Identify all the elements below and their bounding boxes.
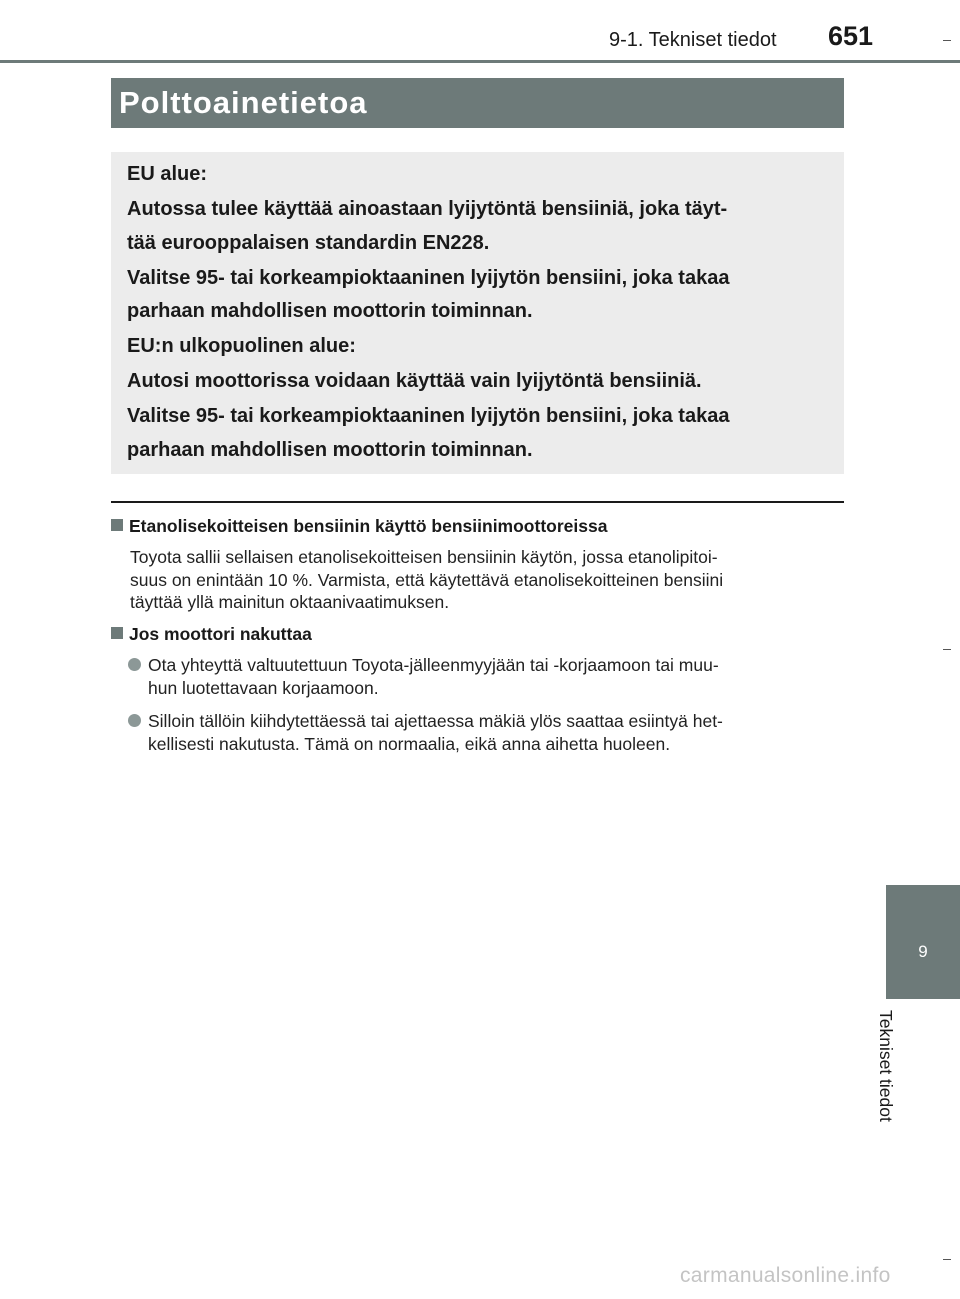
chapter-label xyxy=(876,1010,924,1140)
ethanol-heading-text: Etanolisekoitteisen bensiinin käyttö bensiinimoottoreissa xyxy=(129,516,608,536)
knock-heading-text: Jos moottori nakuttaa xyxy=(129,624,312,644)
eu-requirement-line-2: tää eurooppalaisen standardin EN228. xyxy=(127,231,490,254)
non-eu-recommendation-line-2: parhaan mahdollisen moottorin toiminnan. xyxy=(127,438,533,461)
eu-recommendation-line-1: Valitse 95- tai korkeampioktaaninen lyijytön bensiini, joka takaa xyxy=(127,266,730,289)
page-number: 651 xyxy=(828,21,874,51)
crop-mark-bottom-right xyxy=(943,1259,951,1260)
fuel-info-box xyxy=(111,152,844,474)
eu-region-heading: EU alue: xyxy=(127,163,208,185)
crop-mark-right-upper xyxy=(943,649,951,650)
knock-bullet-2-line-1: Silloin tällöin kiihdytettäessä tai ajettaessa mäkiä ylös saattaa esiintyä het- xyxy=(148,711,723,731)
chapter-number: 9 xyxy=(918,942,928,961)
non-eu-recommendation-line-1: Valitse 95- tai korkeampioktaaninen lyijytön bensiini, joka takaa xyxy=(127,405,730,427)
ethanol-line-1: Toyota sallii sellaisen etanolisekoitteisen bensiinin käytön, jossa etanolipitoi- xyxy=(130,547,718,567)
square-bullet-icon xyxy=(111,519,123,531)
knock-bullet-1-line-2: hun luotettavaan korjaamoon. xyxy=(148,677,379,698)
ethanol-line-2: suus on enintään 10 %. Varmista, että käytettävä etanolisekoitteinen bensiini xyxy=(130,569,724,590)
chapter-tab xyxy=(886,885,960,999)
list-item xyxy=(130,710,840,755)
eu-requirement-line-1: Autossa tulee käyttää ainoastaan lyijytöntä bensiiniä, joka täyt- xyxy=(127,198,728,220)
ethanol-paragraph xyxy=(130,546,840,614)
non-eu-requirement-line: Autosi moottorissa voidaan käyttää vain lyijytöntä bensiiniä. xyxy=(127,370,702,392)
non-eu-region-heading: EU:n ulkopuolinen alue: xyxy=(127,335,356,357)
knock-section-heading xyxy=(111,624,312,645)
circle-bullet-icon xyxy=(128,714,141,727)
knock-bullet-2-line-2: kellisesti nakutusta. Tämä on normaalia, eikä anna aihetta huoleen. xyxy=(148,733,671,754)
running-header-section: 9-1. Tekniset tiedot xyxy=(609,29,777,51)
knock-bullet-1-line-1: Ota yhteyttä valtuutettuun Toyota-jälleenmyyjään tai -korjaamoon tai muu- xyxy=(148,655,719,675)
ethanol-line-3: täyttää yllä mainitun oktaanivaatimuksen. xyxy=(130,592,450,612)
crop-mark-top-right xyxy=(943,40,951,41)
eu-recommendation-line-2: parhaan mahdollisen moottorin toiminnan. xyxy=(127,300,533,322)
circle-bullet-icon xyxy=(128,658,141,671)
section-divider xyxy=(111,501,844,503)
list-item xyxy=(130,654,840,699)
chapter-label-text: Tekniset tiedot xyxy=(876,1010,896,1122)
page-title: Polttoainetietoa xyxy=(111,78,844,128)
ethanol-section-heading xyxy=(111,516,607,537)
header-rule xyxy=(0,60,960,63)
watermark: carmanualsonline.info xyxy=(680,1264,891,1287)
square-bullet-icon xyxy=(111,627,123,639)
